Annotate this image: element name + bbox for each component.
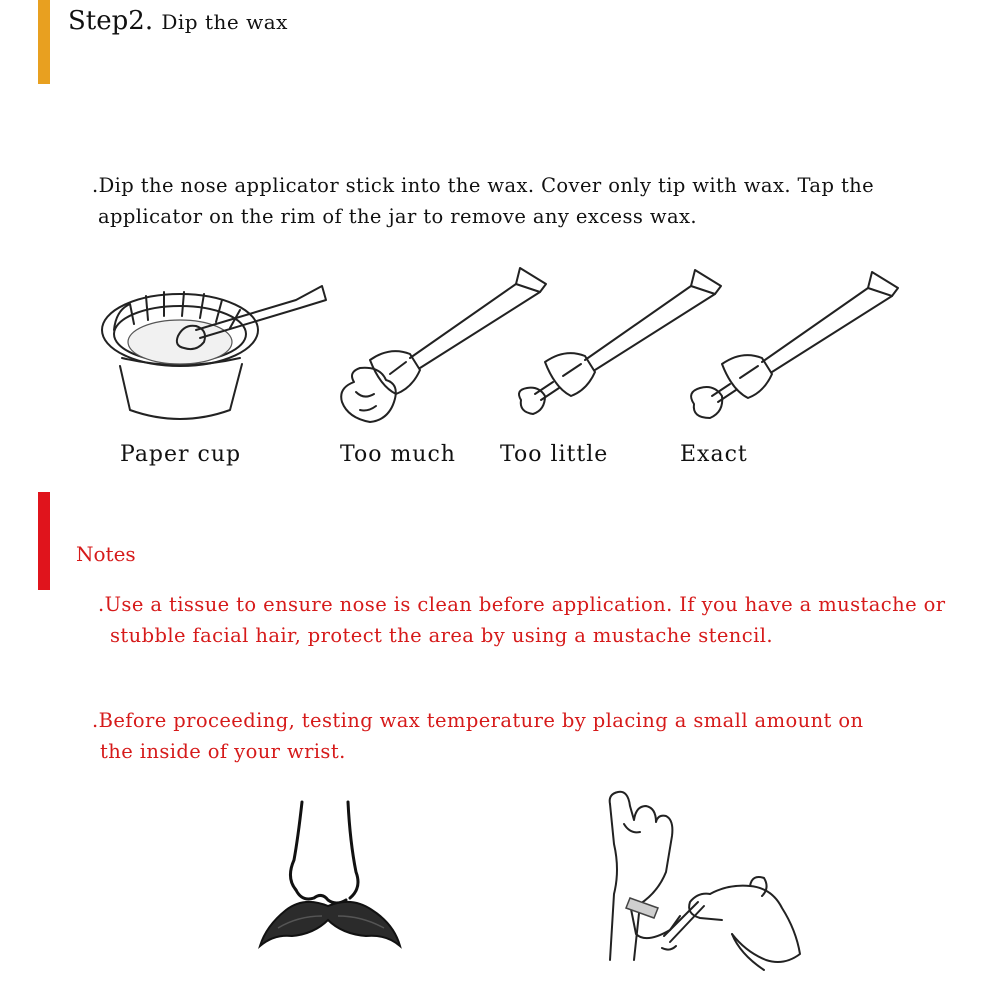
notes-title: Notes <box>76 542 136 566</box>
notes-accent-bar <box>38 492 50 590</box>
caption-exact: Exact <box>680 442 748 467</box>
header-accent-bar <box>38 0 50 84</box>
step-subtitle: Dip the wax <box>161 10 288 34</box>
note-2-line-2: the inside of your wrist. <box>100 740 346 763</box>
note-1-line-2: stubble facial hair, protect the area by using a mustache stencil. <box>110 624 773 647</box>
wrist-test-icon <box>600 784 810 984</box>
nose-mustache-icon <box>258 798 408 958</box>
note-2-line-1: .Before proceeding, testing wax temperature by placing a small amount on <box>92 709 864 732</box>
instruction-line-2: applicator on the rim of the jar to remove any excess wax. <box>98 205 698 228</box>
applicator-exact-icon <box>680 268 910 438</box>
step-title <box>68 6 288 36</box>
paper-cup-icon <box>100 280 340 430</box>
note-1-line-1: .Use a tissue to ensure nose is clean before application. If you have a mustache or <box>98 593 946 616</box>
caption-too-much: Too much <box>340 442 456 467</box>
caption-paper-cup: Paper cup <box>120 442 242 467</box>
step-label: Step2. <box>68 6 154 36</box>
instruction-line-1: .Dip the nose applicator stick into the wax. Cover only tip with wax. Tap the <box>92 174 875 197</box>
caption-too-little: Too little <box>500 442 609 467</box>
